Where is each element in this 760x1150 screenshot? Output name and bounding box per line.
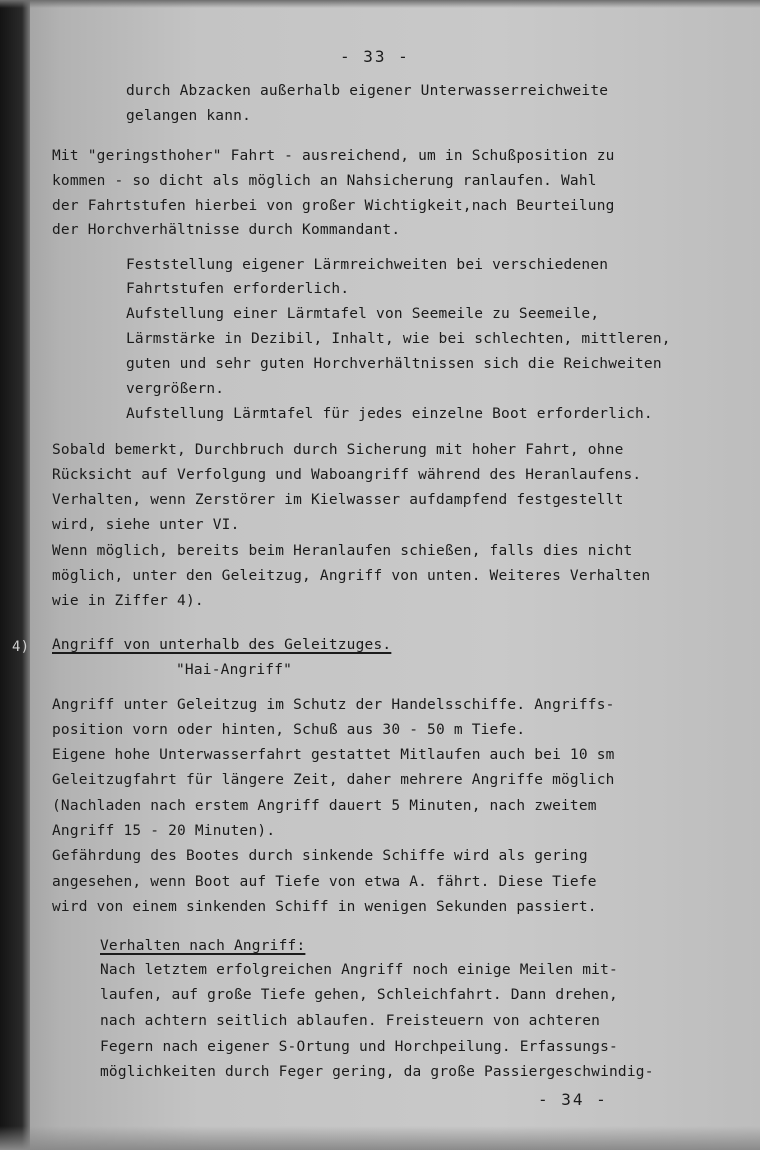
text-line: wird von einem sinkenden Schiff in wenigen Sekunden passiert. (52, 899, 597, 915)
section-subheading: "Hai-Angriff" (176, 662, 293, 678)
text-line: position vorn oder hinten, Schuß aus 30 - 50 m Tiefe. (52, 722, 526, 738)
film-edge-bottom (0, 1126, 760, 1150)
text-line: Aufstellung Lärmtafel für jedes einzelne Boot erforderlich. (126, 406, 653, 422)
film-edge-top (0, 0, 760, 8)
film-edge-left (0, 0, 30, 1150)
text-line: der Fahrtstufen hierbei von großer Wichtigkeit,nach Beurteilung (52, 198, 615, 214)
section-heading: Angriff von unterhalb des Geleitzuges. (52, 637, 392, 653)
page-number-top: - 33 - (340, 47, 410, 66)
text-line: Angriff unter Geleitzug im Schutz der Handelsschiffe. Angriffs- (52, 697, 615, 713)
text-line: Nach letztem erfolgreichen Angriff noch einige Meilen mit- (100, 962, 618, 978)
text-line: Rücksicht auf Verfolgung und Waboangriff während des Heranlaufens. (52, 467, 642, 483)
text-line: vergrößern. (126, 381, 225, 397)
text-line: Fegern nach eigener S-Ortung und Horchpeilung. Erfassungs- (100, 1039, 618, 1055)
text-line: möglichkeiten durch Feger gering, da große Passiergeschwindig- (100, 1064, 654, 1080)
subsection-heading: Verhalten nach Angriff: (100, 938, 306, 954)
text-line: Mit "geringsthoher" Fahrt - ausreichend, um in Schußposition zu (52, 148, 615, 164)
text-line: möglich, unter den Geleitzug, Angriff von unten. Weiteres Verhalten (52, 568, 651, 584)
text-line: Wenn möglich, bereits beim Heranlaufen schießen, falls dies nicht (52, 543, 633, 559)
text-line: der Horchverhältnisse durch Kommandant. (52, 222, 401, 238)
text-line: Gefährdung des Bootes durch sinkende Schiffe wird als gering (52, 848, 588, 864)
text-line: Aufstellung einer Lärmtafel von Seemeile zu Seemeile, (126, 306, 600, 322)
text-line: kommen - so dicht als möglich an Nahsicherung ranlaufen. Wahl (52, 173, 597, 189)
text-line: gelangen kann. (126, 108, 252, 124)
text-line: wird, siehe unter VI. (52, 517, 240, 533)
text-line: Verhalten, wenn Zerstörer im Kielwasser aufdampfend festgestellt (52, 492, 624, 508)
section-number: 4) (12, 639, 30, 655)
text-line: Geleitzugfahrt für längere Zeit, daher mehrere Angriffe möglich (52, 772, 615, 788)
text-line: Feststellung eigener Lärmreichweiten bei verschiedenen (126, 257, 609, 273)
text-line: Fahrtstufen erforderlich. (126, 281, 350, 297)
text-line: Eigene hohe Unterwasserfahrt gestattet Mitlaufen auch bei 10 sm (52, 747, 615, 763)
text-line: (Nachladen nach erstem Angriff dauert 5 Minuten, nach zweitem (52, 798, 597, 814)
text-line: guten und sehr guten Horchverhältnissen sich die Reichweiten (126, 356, 662, 372)
text-line: durch Abzacken außerhalb eigener Unterwasserreichweite (126, 83, 609, 99)
text-line: wie in Ziffer 4). (52, 593, 204, 609)
text-line: Lärmstärke in Dezibil, Inhalt, wie bei schlechten, mittleren, (126, 331, 671, 347)
text-line: nach achtern seitlich ablaufen. Freisteuern von achteren (100, 1013, 601, 1029)
text-line: Sobald bemerkt, Durchbruch durch Sicherung mit hoher Fahrt, ohne (52, 442, 624, 458)
text-line: laufen, auf große Tiefe gehen, Schleichfahrt. Dann drehen, (100, 987, 618, 1003)
text-line: Angriff 15 - 20 Minuten). (52, 823, 276, 839)
page-number-bottom: - 34 - (538, 1090, 608, 1109)
text-line: angesehen, wenn Boot auf Tiefe von etwa A. fährt. Diese Tiefe (52, 874, 597, 890)
